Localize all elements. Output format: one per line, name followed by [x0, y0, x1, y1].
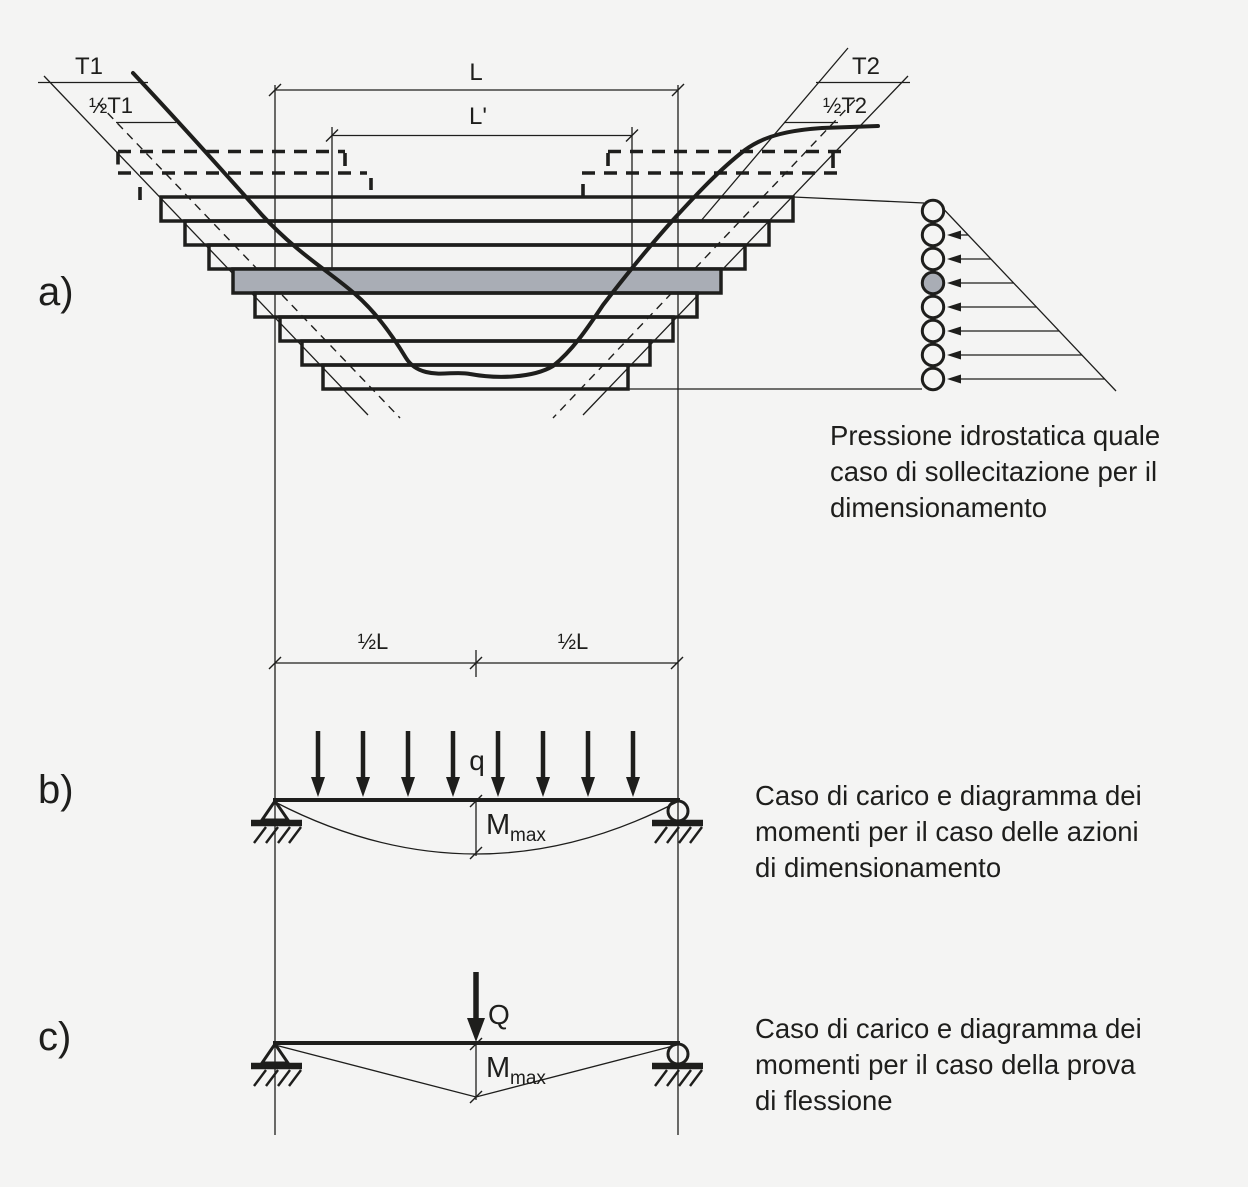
beam-stack	[161, 197, 793, 389]
beam-row-8	[323, 365, 628, 389]
caption-a-line-1: Pressione idrostatica quale	[830, 420, 1161, 451]
caption-a-line-3: dimensionamento	[830, 492, 1048, 523]
load-arrowhead	[581, 777, 595, 797]
hydrostatic-pressure-diagram	[922, 200, 1116, 391]
terrain-profile-line	[133, 73, 878, 377]
top-connector-line	[793, 197, 924, 203]
beam-circle-8	[922, 368, 943, 389]
dimension-T1	[38, 53, 176, 123]
load-arrowhead	[626, 777, 640, 797]
caption-b-line-1: Caso di carico e diagramma dei	[755, 780, 1142, 811]
panel-a	[38, 48, 1160, 523]
dim-label-half-T2: ½T2	[822, 93, 868, 118]
dim-label-T2: T2	[851, 53, 881, 80]
panel-c	[38, 972, 1142, 1116]
dimension-half-L	[269, 629, 683, 677]
pin-support-b	[251, 801, 302, 843]
pressure-arrowhead	[947, 279, 961, 288]
dim-label-half-L-right: ½L	[557, 629, 589, 654]
beam-circle-1	[922, 200, 943, 221]
pressure-arrowhead	[947, 375, 961, 384]
load-arrowhead	[446, 777, 460, 797]
caption-c	[755, 1013, 1142, 1116]
right-half-slope-dashed	[553, 100, 855, 418]
beam-circle-3	[922, 248, 943, 269]
beam-row-4-highlighted	[233, 269, 721, 293]
caption-c-line-1: Caso di carico e diagramma dei	[755, 1013, 1142, 1044]
caption-a	[830, 420, 1160, 523]
beam-row-5	[255, 293, 697, 317]
beam-circle-2	[922, 224, 943, 245]
caption-b-line-3: di dimensionamento	[755, 852, 1002, 883]
beam-circle-5	[922, 296, 943, 317]
pressure-arrowhead	[947, 231, 961, 240]
beam-row-7	[302, 341, 650, 365]
point-load-arrow	[467, 972, 510, 1042]
dimension-L	[269, 59, 684, 96]
dim-label-half-L-left: ½L	[357, 629, 389, 654]
beam-section-circles	[922, 200, 943, 389]
beam-circle-6	[922, 320, 943, 341]
panel-a-label: a)	[38, 270, 74, 314]
load-arrowhead	[356, 777, 370, 797]
moment-diagram-c	[275, 1038, 677, 1103]
load-label-Q: Q	[488, 999, 510, 1030]
dim-label-L-prime: L'	[469, 103, 487, 130]
load-arrowhead	[536, 777, 550, 797]
load-label-q: q	[469, 745, 485, 776]
pressure-arrowhead	[947, 303, 961, 312]
dim-label-half-T1: ½T1	[88, 93, 134, 118]
mmax-label-b: M	[486, 809, 511, 841]
mmax-label-c: M	[486, 1052, 511, 1084]
distributed-load-arrows	[311, 731, 640, 797]
beam-circle-7	[922, 344, 943, 365]
caption-b	[755, 780, 1142, 883]
mmax-sub-c: max	[510, 1068, 546, 1089]
pressure-arrowhead	[947, 255, 961, 264]
dim-label-L: L	[469, 59, 483, 86]
load-arrowhead	[311, 777, 325, 797]
panel-b-label: b)	[38, 768, 74, 812]
beam-row-6	[280, 317, 673, 341]
load-arrowhead	[491, 777, 505, 797]
pressure-arrowhead	[947, 351, 961, 360]
panel-c-label: c)	[38, 1015, 72, 1059]
pressure-arrowhead	[947, 327, 961, 336]
caption-c-line-2: momenti per il caso della prova	[755, 1049, 1136, 1080]
panel-b	[38, 629, 1142, 883]
load-arrowhead	[401, 777, 415, 797]
moment-diagram-b	[275, 795, 677, 859]
dim-label-T1: T1	[74, 53, 104, 80]
pressure-envelope-line	[935, 200, 1116, 391]
caption-c-line-3: di flessione	[755, 1085, 893, 1116]
pressure-arrows	[947, 231, 1105, 384]
caption-b-line-2: momenti per il caso delle azioni	[755, 816, 1139, 847]
dashed-beam-outline-right	[582, 152, 843, 198]
dimension-T2	[784, 53, 910, 123]
beam-row-3	[209, 245, 745, 269]
caption-a-line-2: caso di sollecitazione per il	[830, 456, 1158, 487]
mmax-sub-b: max	[510, 825, 546, 846]
beam-circle-4-highlighted	[922, 272, 943, 293]
